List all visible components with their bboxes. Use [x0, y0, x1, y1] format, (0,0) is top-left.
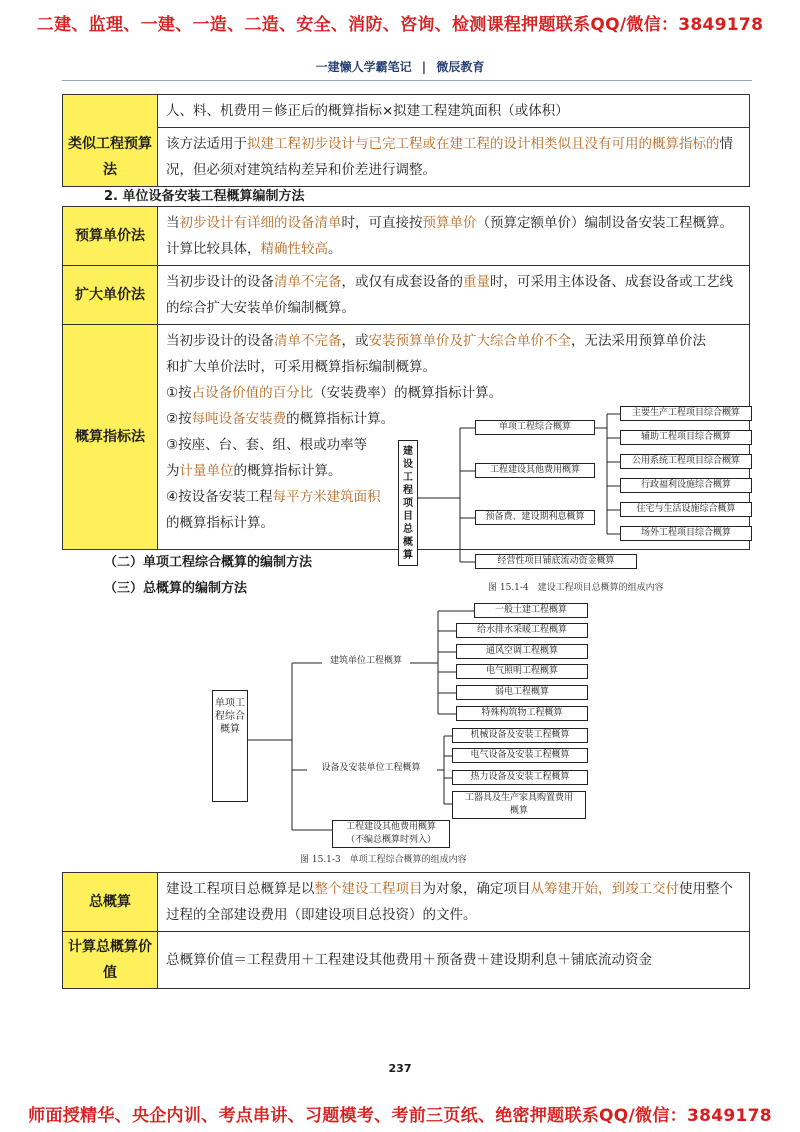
page-header	[0, 58, 800, 75]
diagram1-right-3: 行政福利设施综合概算	[620, 478, 752, 493]
header-divider	[62, 80, 752, 81]
diagram2-mid-0: 建筑单位工程概算	[322, 655, 410, 668]
empty-label-cell	[63, 95, 158, 128]
diagram-total-estimate	[395, 400, 755, 580]
diagram2-right-a-1: 给水排水采暖工程概算	[456, 623, 588, 638]
diagram1-right-1: 辅助工程项目综合概算	[620, 430, 752, 445]
subsection-2-title: （二）单项工程综合概算的编制方法	[104, 555, 313, 570]
diagram2-right-b-0: 机械设备及安装工程概算	[452, 728, 588, 743]
total-estimate-label: 总概算	[63, 873, 158, 932]
diagram2-mid-2-note: （不编总概算时列入）	[345, 835, 436, 845]
diagram2-mid-2-title: 工程建设其他费用概算	[345, 822, 436, 832]
diagram2-right-a-5: 特殊构筑物工程概算	[456, 706, 588, 721]
diagram2-right-a-2: 通风空调工程概算	[456, 644, 588, 659]
subsection-3-title: （三）总概算的编制方法	[104, 581, 248, 596]
diagram1-right-4: 住宅与生活设施综合概算	[620, 502, 752, 517]
diagram1-root: 建设工程项目总概算	[398, 440, 418, 566]
similar-project-table	[62, 94, 750, 187]
similar-project-label: 类似工程预算法	[63, 128, 158, 187]
diagram2-right-b-2: 热力设备及安装工程概算	[452, 770, 588, 785]
total-estimate-table	[62, 872, 750, 989]
budget-unit-price-desc: 当初步设计有详细的设备清单时，可直接按预算单价（预算定额单价）编制设备安装工程概算。计算比较具体，精确性较高。	[158, 207, 750, 266]
header-sep: |	[421, 60, 427, 74]
diagram2-right-a-4: 弱电工程概算	[456, 685, 588, 700]
diagram1-mid-2: 预备费、建设期利息概算	[475, 510, 595, 525]
header-left: 一建懒人学霸笔记	[315, 60, 412, 74]
page-number: 237	[388, 1062, 412, 1075]
diagram2-caption: 图 15.1-3 单项工程综合概算的组成内容	[300, 855, 467, 865]
diagram1-right-2: 公用系统工程项目综合概算	[620, 454, 752, 469]
total-estimate-desc: 建设工程项目总概算是以整个建设工程项目为对象，确定项目从筹建开始，到竣工交付使用整个过程的全部建设费用（即建设项目总投资）的文件。	[158, 873, 750, 932]
diagram2-right-a-0: 一般土建工程概算	[474, 603, 588, 618]
budget-unit-price-label: 预算单价法	[63, 207, 158, 266]
diagram2-root: 单项工程综合概算	[212, 690, 248, 802]
section-2-title: 2. 单位设备安装工程概算编制方法	[104, 189, 305, 204]
diagram1-mid-3: 经营性项目铺底流动资金概算	[475, 554, 637, 569]
header-right: 微辰教育	[436, 60, 485, 74]
diagram1-caption: 图 15.1-4 建设工程项目总概算的组成内容	[488, 583, 664, 593]
bottom-promo-banner: 师面授精华、央企内训、考点串讲、习题模考、考前三页纸、绝密押题联系QQ/微信：3849178	[28, 1106, 772, 1126]
diagram1-right-0: 主要生产工程项目综合概算	[620, 406, 752, 421]
estimate-index-desc: 当初步设计的设备清单不完备，或安装预算单价及扩大综合单价不全，无法采用预算单价法 和扩大单价法时，可采用概算指标编制概算。 ①按占设备价值的百分比（安装费率）的概算指标计算。 ②按每吨设备安装费的概算指标计算。 ③按座、台、套、组、根或功率等 为计量单位的概算指标计算。 ④按设备安装工程每平方米建筑面积 的概算指标计算。	[158, 325, 750, 550]
diagram1-right-5: 场外工程项目综合概算	[620, 526, 752, 541]
diagram-single-project-estimate	[212, 598, 602, 846]
diagram2-mid-2	[332, 820, 450, 848]
diagram1-mid-0: 单项工程综合概算	[475, 420, 595, 435]
formula-cell: 人、料、机费用＝修正后的概算指标×拟建工程建筑面积（或体积）	[158, 95, 750, 128]
estimate-index-label: 概算指标法	[63, 325, 158, 550]
total-value-formula: 总概算价值＝工程费用＋工程建设其他费用＋预备费＋建设期利息＋铺底流动资金	[158, 932, 750, 989]
diagram2-right-b-3: 工器具及生产家具购置费用概算	[452, 791, 586, 819]
diagram1-mid-1: 工程建设其他费用概算	[475, 463, 595, 478]
diagram2-right-b-1: 电气设备及安装工程概算	[452, 748, 588, 763]
top-promo-banner: 二建、监理、一建、一造、二造、安全、消防、咨询、检测课程押题联系QQ/微信：3849178	[36, 15, 764, 35]
expanded-unit-price-desc: 当初步设计的设备清单不完备，或仅有成套设备的重量时，可采用主体设备、成套设备或工艺线的综合扩大安装单价编制概算。	[158, 266, 750, 325]
diagram2-right-a-3: 电气照明工程概算	[456, 664, 588, 679]
similar-project-desc: 该方法适用于拟建工程初步设计与已完工程或在建工程的设计相类似且没有可用的概算指标的情况，但必须对建筑结构差异和价差进行调整。	[158, 128, 750, 187]
total-value-label: 计算总概算价值	[63, 932, 158, 989]
diagram2-mid-1: 设备及安装单位工程概算	[307, 762, 435, 775]
expanded-unit-price-label: 扩大单价法	[63, 266, 158, 325]
